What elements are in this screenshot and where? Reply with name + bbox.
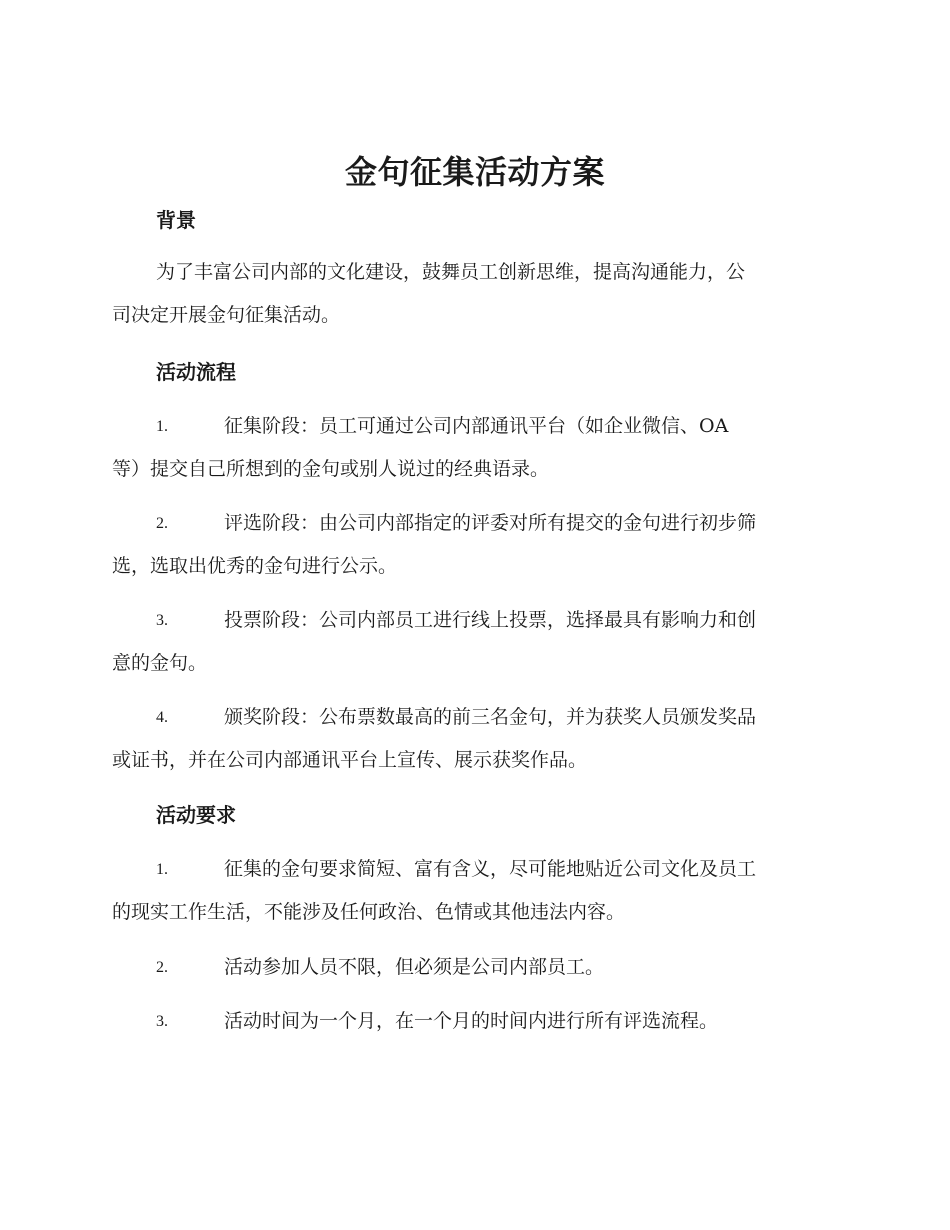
list-number: 3.: [156, 612, 168, 629]
list-number: 1.: [156, 861, 168, 878]
list-number: 3.: [156, 1013, 168, 1030]
list-item-line-1: 投票阶段：公司内部员工进行线上投票，选择最具有影响力和创: [224, 609, 757, 631]
requirement-item: [112, 1000, 832, 1043]
list-item-line-1: 颁奖阶段：公布票数最高的前三名金句，并为获奖人员颁发奖品: [224, 706, 757, 728]
list-number: 2.: [156, 959, 168, 976]
list-item-line-2: 的现实工作生活，不能涉及任何政治、色情或其他违法内容。: [112, 901, 626, 923]
list-number: 1.: [156, 418, 168, 435]
heading-requirements: 活动要求: [156, 803, 236, 827]
heading-process: 活动流程: [156, 360, 236, 384]
background-paragraph: [112, 251, 832, 337]
process-item: [112, 502, 832, 588]
list-item-line-2: 意的金句。: [112, 652, 208, 674]
process-item: [112, 696, 832, 782]
list-item-line-1: 活动参加人员不限，但必须是公司内部员工。: [224, 956, 605, 978]
list-item-line-1: 评选阶段：由公司内部指定的评委对所有提交的金句进行初步筛: [224, 512, 757, 534]
list-item-line-2: 选，选取出优秀的金句进行公示。: [112, 555, 398, 577]
list-number: 4.: [156, 709, 168, 726]
list-item-line-1: 征集的金句要求简短、富有含义，尽可能地贴近公司文化及员工: [224, 858, 757, 880]
list-item-line-1: 征集阶段：员工可通过公司内部通讯平台（如企业微信、OA: [224, 415, 729, 437]
requirement-item: [112, 848, 832, 934]
list-item-line-2: 或证书，并在公司内部通讯平台上宣传、展示获奖作品。: [112, 749, 588, 771]
background-line-2: 司决定开展金句征集活动。: [112, 304, 341, 326]
process-item: [112, 599, 832, 685]
process-item: [112, 405, 832, 491]
background-line-1: 为了丰富公司内部的文化建设，鼓舞员工创新思维，提高沟通能力，公: [156, 261, 746, 283]
document-title: 金句征集活动方案: [344, 153, 605, 191]
heading-background: 背景: [156, 208, 196, 232]
list-number: 2.: [156, 515, 168, 532]
list-item-line-2: 等）提交自己所想到的金句或别人说过的经典语录。: [112, 458, 550, 480]
requirement-item: [112, 946, 832, 989]
list-item-line-1: 活动时间为一个月，在一个月的时间内进行所有评选流程。: [224, 1010, 719, 1032]
